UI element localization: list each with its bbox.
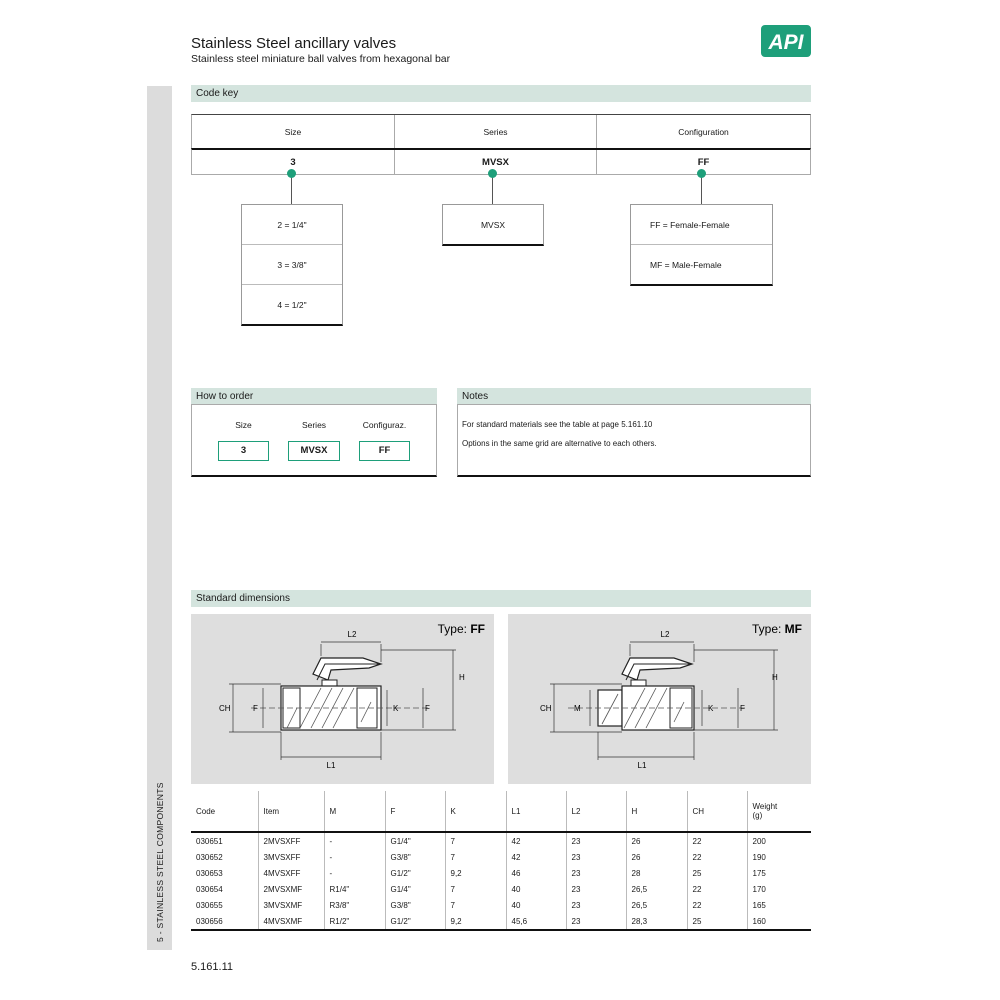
series-option: MVSX — [480, 220, 506, 230]
table-cell: 170 — [747, 881, 811, 897]
table-cell: 22 — [687, 881, 747, 897]
page-title: Stainless Steel ancillary valves — [191, 35, 397, 52]
svg-text:L1: L1 — [637, 761, 647, 770]
table-cell: 030652 — [196, 852, 223, 862]
svg-text:F: F — [253, 704, 258, 713]
table-cell: G1/2" — [385, 865, 445, 881]
table-cell: 7 — [445, 881, 506, 897]
table-cell: 3MVSXMF — [258, 897, 324, 913]
how-to-order-heading: How to order — [191, 388, 437, 405]
table-cell: 26 — [626, 832, 687, 849]
table-cell: 23 — [566, 897, 626, 913]
table-cell: 22 — [687, 832, 747, 849]
code-key-heading: Code key — [191, 85, 811, 102]
table-header-cell: H — [626, 791, 687, 832]
page-subtitle: Stainless steel miniature ball valves from hexagonal bar — [191, 53, 451, 65]
table-cell: 23 — [566, 865, 626, 881]
table-cell: R1/4" — [324, 881, 385, 897]
table-cell: 2MVSXFF — [258, 832, 324, 849]
table-cell: R1/2" — [324, 913, 385, 930]
table-header-cell: Weight (g) — [747, 791, 811, 832]
table-cell: 7 — [445, 897, 506, 913]
table-cell: G1/4" — [385, 832, 445, 849]
svg-text:H: H — [459, 673, 465, 682]
table-cell: 3MVSXFF — [258, 849, 324, 865]
svg-text:CH: CH — [219, 704, 231, 713]
table-cell: 25 — [687, 913, 747, 930]
table-cell: 200 — [747, 832, 811, 849]
table-header-cell: L2 — [566, 791, 626, 832]
svg-text:K: K — [393, 704, 399, 713]
table-cell: G3/8" — [385, 849, 445, 865]
table-header-cell: Item — [258, 791, 324, 832]
table-cell: - — [324, 849, 385, 865]
table-cell: 42 — [506, 849, 566, 865]
config-connector-dot — [697, 169, 706, 178]
table-header-cell: Code — [191, 791, 258, 832]
table-cell: 030655 — [196, 900, 223, 910]
note-line: Options in the same grid are alternative to each others. — [462, 439, 657, 448]
table-cell: R3/8" — [324, 897, 385, 913]
size-connector — [291, 175, 292, 204]
table-cell: 4MVSXFF — [258, 865, 324, 881]
table-row — [191, 913, 811, 930]
order-size-field[interactable]: 3 — [218, 441, 269, 461]
table-cell: 030651 — [196, 836, 223, 846]
svg-text:Type: MF: Type: MF — [751, 622, 802, 636]
series-connector-dot — [488, 169, 497, 178]
sidebar-label: 5 - STAINLESS STEEL COMPONENTS — [154, 782, 165, 942]
api-logo — [760, 24, 812, 58]
valve-drawing-mf — [508, 614, 811, 784]
table-cell: 7 — [445, 849, 506, 865]
table-header-cell: F — [385, 791, 445, 832]
table-cell: 23 — [566, 832, 626, 849]
table-cell: 165 — [747, 897, 811, 913]
svg-text:K: K — [708, 704, 714, 713]
size-option: 2 = 1/4" — [242, 205, 342, 245]
code-key-config-value: FF — [697, 157, 710, 168]
logo-text: API — [768, 31, 804, 54]
order-config-field[interactable]: FF — [359, 441, 410, 461]
table-cell: 23 — [566, 881, 626, 897]
diagram-ff — [191, 614, 494, 784]
table-cell: 28,3 — [626, 913, 687, 930]
table-cell: 42 — [506, 832, 566, 849]
table-cell: 23 — [566, 849, 626, 865]
table-row — [191, 832, 811, 849]
page-number: 5.161.11 — [191, 961, 234, 973]
table-cell: G3/8" — [385, 897, 445, 913]
table-header-cell: M — [324, 791, 385, 832]
code-key-size-label: Size — [192, 115, 395, 150]
config-connector — [701, 175, 702, 204]
svg-text:Type: FF: Type: FF — [437, 622, 485, 636]
diagram-mf — [508, 614, 811, 784]
series-connector — [492, 175, 493, 204]
code-key-header-row — [191, 114, 811, 149]
code-key-config-label: Configuration — [678, 127, 729, 137]
table-row — [191, 865, 811, 881]
table-cell: 26 — [626, 849, 687, 865]
standard-dimensions-heading: Standard dimensions — [191, 590, 811, 607]
table-cell: 45,6 — [506, 913, 566, 930]
config-option: FF = Female-Female — [631, 205, 772, 245]
table-cell: 030653 — [196, 868, 223, 878]
size-option: 3 = 3/8" — [242, 245, 342, 285]
valve-drawing-ff — [191, 614, 494, 784]
config-options — [630, 204, 773, 286]
size-connector-dot — [287, 169, 296, 178]
table-header-cell: CH — [687, 791, 747, 832]
table-cell: 190 — [747, 849, 811, 865]
table-row — [191, 849, 811, 865]
table-header-cell: K — [445, 791, 506, 832]
table-cell: 26,5 — [626, 881, 687, 897]
table-cell: 22 — [687, 897, 747, 913]
table-row — [191, 897, 811, 913]
table-cell: G1/2" — [385, 913, 445, 930]
code-key-value-row — [191, 148, 811, 175]
order-series-label: Series — [301, 420, 327, 430]
code-key-series-label: Series — [395, 115, 597, 150]
table-header-row — [191, 791, 811, 832]
table-cell: 4MVSXMF — [258, 913, 324, 930]
svg-text:H: H — [772, 673, 778, 682]
table-cell: 40 — [506, 881, 566, 897]
table-cell: 9,2 — [445, 913, 506, 930]
table-cell: 7 — [445, 832, 506, 849]
svg-text:F: F — [740, 704, 745, 713]
table-cell: 22 — [687, 849, 747, 865]
table-cell: 25 — [687, 865, 747, 881]
table-cell: 28 — [626, 865, 687, 881]
table-cell: 23 — [566, 913, 626, 930]
series-options — [442, 204, 544, 246]
code-key-series-value: MVSX — [395, 150, 597, 175]
order-series-field[interactable]: MVSX — [288, 441, 340, 461]
table-cell: 26,5 — [626, 897, 687, 913]
svg-text:CH: CH — [540, 704, 552, 713]
table-cell: - — [324, 865, 385, 881]
code-key-size-value: 3 — [192, 150, 395, 175]
svg-text:M: M — [574, 704, 581, 713]
svg-text:L1: L1 — [326, 761, 336, 770]
svg-text:F: F — [425, 704, 430, 713]
table-cell: 40 — [506, 897, 566, 913]
order-size-label: Size — [235, 420, 252, 430]
note-line: For standard materials see the table at page 5.161.10 — [462, 420, 653, 429]
table-cell: 46 — [506, 865, 566, 881]
order-config-label: Configuraz. — [362, 420, 407, 430]
notes-heading: Notes — [457, 388, 811, 405]
table-row — [191, 881, 811, 897]
table-cell: 175 — [747, 865, 811, 881]
size-options — [241, 204, 343, 326]
table-cell: 030656 — [191, 913, 258, 930]
table-cell: 9,2 — [445, 865, 506, 881]
table-cell: 2MVSXMF — [258, 881, 324, 897]
table-cell: G1/4" — [385, 881, 445, 897]
table-header-cell: L1 — [506, 791, 566, 832]
table-cell: 160 — [747, 913, 811, 930]
table-cell: - — [324, 832, 385, 849]
svg-text:L2: L2 — [660, 630, 670, 639]
size-option: 4 = 1/2" — [277, 300, 307, 310]
svg-text:L2: L2 — [347, 630, 357, 639]
table-cell: 030654 — [196, 884, 223, 894]
dimensions-table — [191, 791, 811, 931]
config-option: MF = Male-Female — [650, 260, 722, 270]
